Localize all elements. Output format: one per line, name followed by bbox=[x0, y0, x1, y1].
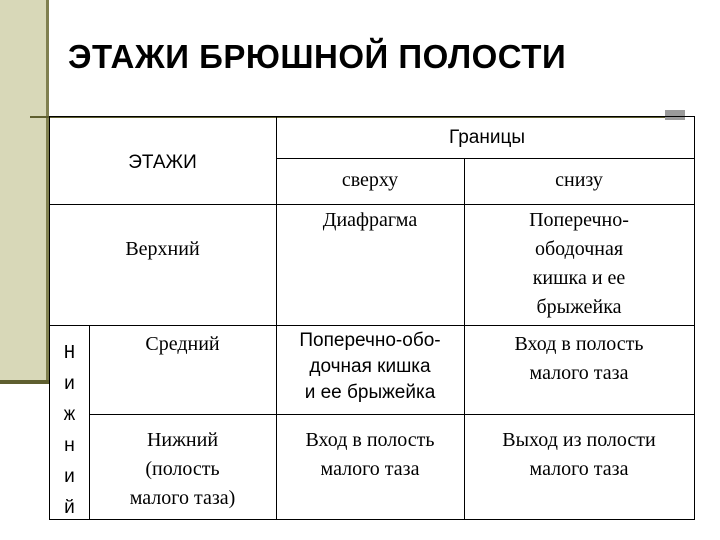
page-title: ЭТАЖИ БРЮШНОЙ ПОЛОСТИ bbox=[68, 38, 567, 75]
row-upper-below-line: ободочная bbox=[534, 238, 624, 260]
row-lower-below-line: Выход из полости bbox=[502, 429, 656, 451]
header-floors: ЭТАЖИ bbox=[128, 152, 197, 173]
row-lower-floor bbox=[89, 426, 276, 513]
row-middle-below-line: Вход в полость bbox=[514, 333, 644, 355]
row-middle-below bbox=[464, 330, 694, 388]
row-lower-below-line: малого таза bbox=[529, 458, 629, 480]
row-lower-below bbox=[464, 426, 694, 484]
row-lower-above-line: Вход в полость bbox=[305, 429, 435, 451]
lower-group-letter: й bbox=[63, 497, 76, 519]
row-upper-below-line: Поперечно- bbox=[529, 209, 629, 231]
row-lower-above bbox=[276, 426, 464, 484]
row-middle-floor: Средний bbox=[145, 333, 220, 355]
lower-group-letter: ж bbox=[63, 404, 76, 426]
header-below: снизу bbox=[555, 169, 603, 191]
lower-group-label bbox=[50, 338, 89, 524]
lower-group-letter: Н bbox=[63, 342, 76, 364]
row-upper-below-line: кишка и ее bbox=[532, 267, 626, 289]
row-upper-below-line: брыжейка bbox=[536, 296, 622, 318]
row-middle-above-line: дочная кишка bbox=[309, 356, 431, 377]
header-above: сверху bbox=[341, 169, 399, 191]
row-middle-above bbox=[276, 328, 464, 406]
row-upper-below bbox=[464, 206, 694, 322]
row-lower-floor-line: (полость bbox=[145, 458, 220, 480]
lower-group-letter: н bbox=[63, 435, 76, 457]
row-lower-above-line: малого таза bbox=[320, 458, 420, 480]
lower-group-letter: и bbox=[63, 373, 76, 395]
row-middle-above-line: и ее брыжейка bbox=[304, 382, 436, 403]
lower-group-letter: и bbox=[63, 466, 76, 488]
header-borders: Границы bbox=[449, 127, 525, 148]
row-middle-below-line: малого таза bbox=[529, 362, 629, 384]
row-middle-above-line: Поперечно-обо- bbox=[299, 330, 441, 351]
row-lower-floor-line: Нижний bbox=[146, 429, 219, 451]
row-upper-above: Диафрагма bbox=[322, 209, 418, 231]
row-upper-floor: Верхний bbox=[125, 238, 200, 260]
row-lower-floor-line: малого таза) bbox=[129, 487, 236, 509]
